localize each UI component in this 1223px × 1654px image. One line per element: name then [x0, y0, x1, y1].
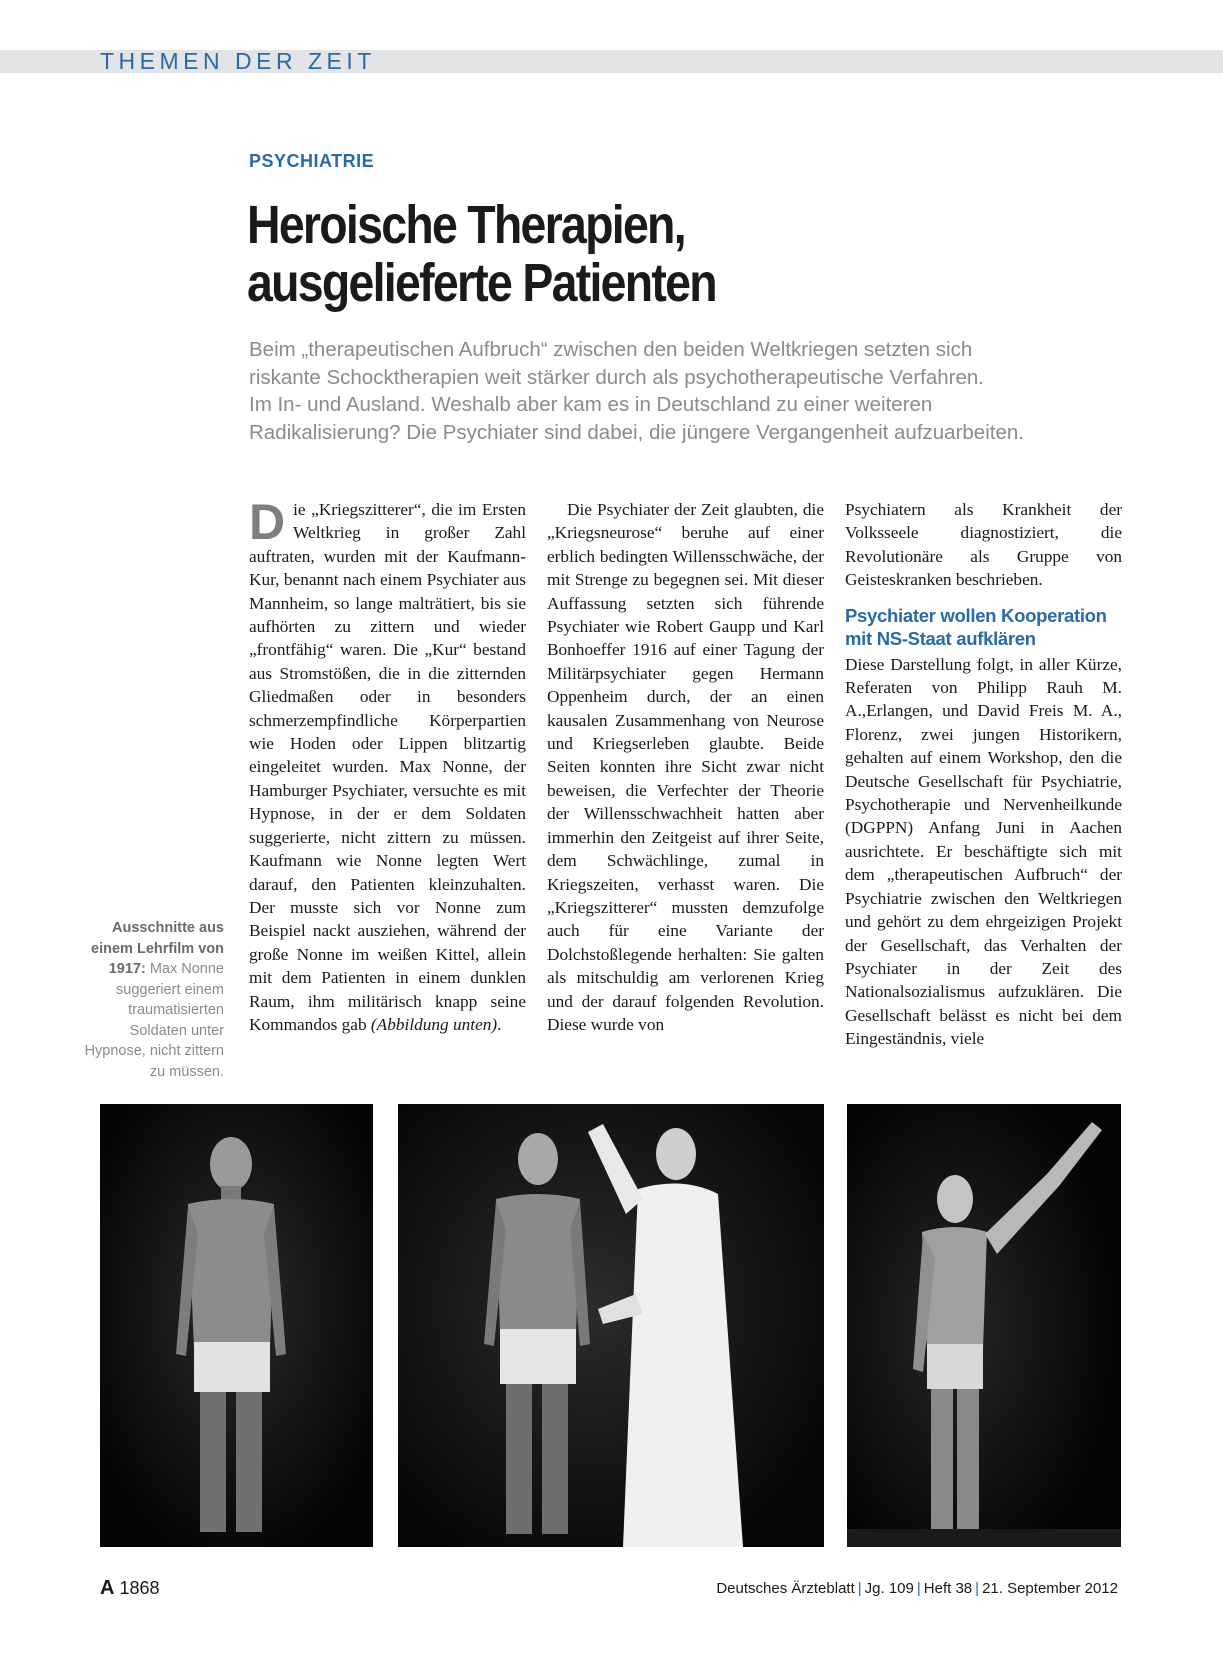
separator: |	[857, 1580, 862, 1597]
section-label: THEMEN DER ZEIT	[100, 48, 376, 74]
lead-line-3: Im In- und Ausland. Weshalb aber kam es in Deutschland zu einer weiteren	[249, 393, 933, 416]
film-still-3	[847, 1104, 1121, 1547]
caption-bold: Ausschnitte aus einem Lehrfilm von 1917:	[91, 920, 224, 977]
lead-line-4: Radikalisierung? Die Psychiater sind dabei, die jüngere Vergangenheit aufzuarbeiten.	[249, 420, 1024, 444]
body-column-2	[547, 498, 824, 1036]
article-title	[247, 196, 1021, 312]
column-3-paragraph: Psychiatern als Krankheit der Volksseele diagnostiziert, die Revolutionäre als Gruppe von Geisteskranken beschrieben.	[845, 500, 1122, 590]
film-still-1	[100, 1104, 373, 1547]
figure-reference: (Abbildung unten)	[370, 1014, 498, 1034]
column-2-paragraph: Die Psychiater der Zeit glaubten, die „Kriegsneurose“ beruhe auf einer erblich bedingten Willensschwäche, der mit Strenge zu begegnen sei. Mit dieser Auffassung setzten sich führende Psychiater wie Robert Gaupp und Karl Bonhoeffer 1916 auf einer Tagung der Militärpsychiater gegen Hermann Oppenheim durch, der an einen kausalen Zusammenhang von Neurose und Kriegserleben glaubte. Beide Seiten konnten ihre Sicht zwar nicht beweisen, die Verfechter der Theorie der Willensschwachheit hatten aber immerhin den Zeitgeist auf ihrer Seite, dem Schwächlinge, zumal in Kriegszeiten, verhasst waren. Die „Kriegszitterer“ mussten demzufolge auch für eine Variante der Dolchstoßlegende herhalten: Sie galten als mitschuldig am verlorenen Krieg und der darauf folgenden Revolution. Diese wurde von	[547, 500, 824, 1034]
column-1-text: ie „Kriegszitterer“, die im Ersten Weltkrieg in großer Zahl auftraten, wurden mit der Kaufmann-Kur, benannt nach einem Psychiater aus Mannheim, so lange malträtiert, bis sie aufhörten zu zittern und wieder „frontfähig“ waren. Die „Kur“ bestand aus Stromstößen, die in die zitternden Gliedmaßen oder in besonders schmerzempfindliche Körperpartien wie Hoden oder Lippen blitzartig eingeleitet wurden. Max Nonne, der Hamburger Psychiater, versuchte es mit Hypnose, in der er dem Soldaten suggerierte, nicht zittern zu müssen. Kaufmann wie Nonne legten Wert darauf, den Patienten kleinzuhalten. Der musste sich vor Nonne zum Beispiel nackt ausziehen, während der große Nonne im weißen Kittel, allein mit dem Patienten in einem dunklen Raum, ihm militärisch knapp seine Kommandos gab	[249, 500, 526, 1034]
page-letter: A	[100, 1577, 115, 1599]
drop-cap: D	[249, 494, 286, 550]
lead-line-1: Beim „therapeutischen Aufbruch“ zwischen den beiden Weltkriegen setzten sich	[249, 338, 973, 361]
page-number	[100, 1577, 160, 1600]
film-still-2	[398, 1104, 824, 1547]
caption-text: Max Nonne suggeriert einem traumatisierten Soldaten unter Hypnose, nicht zittern zu müssen.	[84, 961, 224, 1080]
body-column-1	[249, 494, 526, 1036]
title-line-1: Heroische Therapien,	[247, 195, 685, 255]
article-kicker: PSYCHIATRIE	[249, 151, 375, 171]
journal-issue: Heft 38	[923, 1580, 973, 1597]
column-1-end: .	[497, 1014, 502, 1034]
separator: |	[916, 1580, 921, 1597]
article-lead	[249, 336, 1129, 446]
column-3-paragraph-2: Diese Darstellung folgt, in aller Kürze, Referaten von Philipp Rauh M. A.,Erlangen, und David Freis M. A., Florenz, zwei jungen Historikern, gehalten auf einem Workshop, den die Deutsche Gesellschaft für Psychiatrie, Psychotherapie und Nervenheilkunde (DGPPN) Anfang Juni in Aachen ausrichtete. Er beschäftigte sich mit dem „therapeutischen Aufbruch“ der Psychiatrie zwischen den Weltkriegen und gehört zu dem ehrgeizigen Projekt der Gesellschaft, das Verhalten der Psychiater in der Zeit des Nationalsozialismus aufzuklären. Die Gesellschaft belässt es nicht bei dem Eingeständnis, viele	[845, 654, 1122, 1049]
journal-volume: Jg. 109	[864, 1580, 914, 1597]
section-subheading: Psychiater wollen Kooperation mit NS-Staat aufklären	[845, 604, 1107, 650]
body-column-3	[845, 498, 1122, 1051]
lead-line-2: riskante Schocktherapien weit stärker durch als psychotherapeutische Verfahren.	[249, 365, 984, 389]
column-1-paragraph	[249, 494, 526, 1036]
page-number-value: 1868	[119, 1578, 160, 1598]
separator: |	[975, 1580, 980, 1597]
title-line-2: ausgelieferte Patienten	[247, 253, 716, 313]
journal-date: 21. September 2012	[982, 1580, 1118, 1597]
journal-name: Deutsches Ärzteblatt	[716, 1580, 855, 1597]
footer-journal-info	[716, 1580, 1118, 1597]
photo-caption	[80, 918, 224, 1082]
